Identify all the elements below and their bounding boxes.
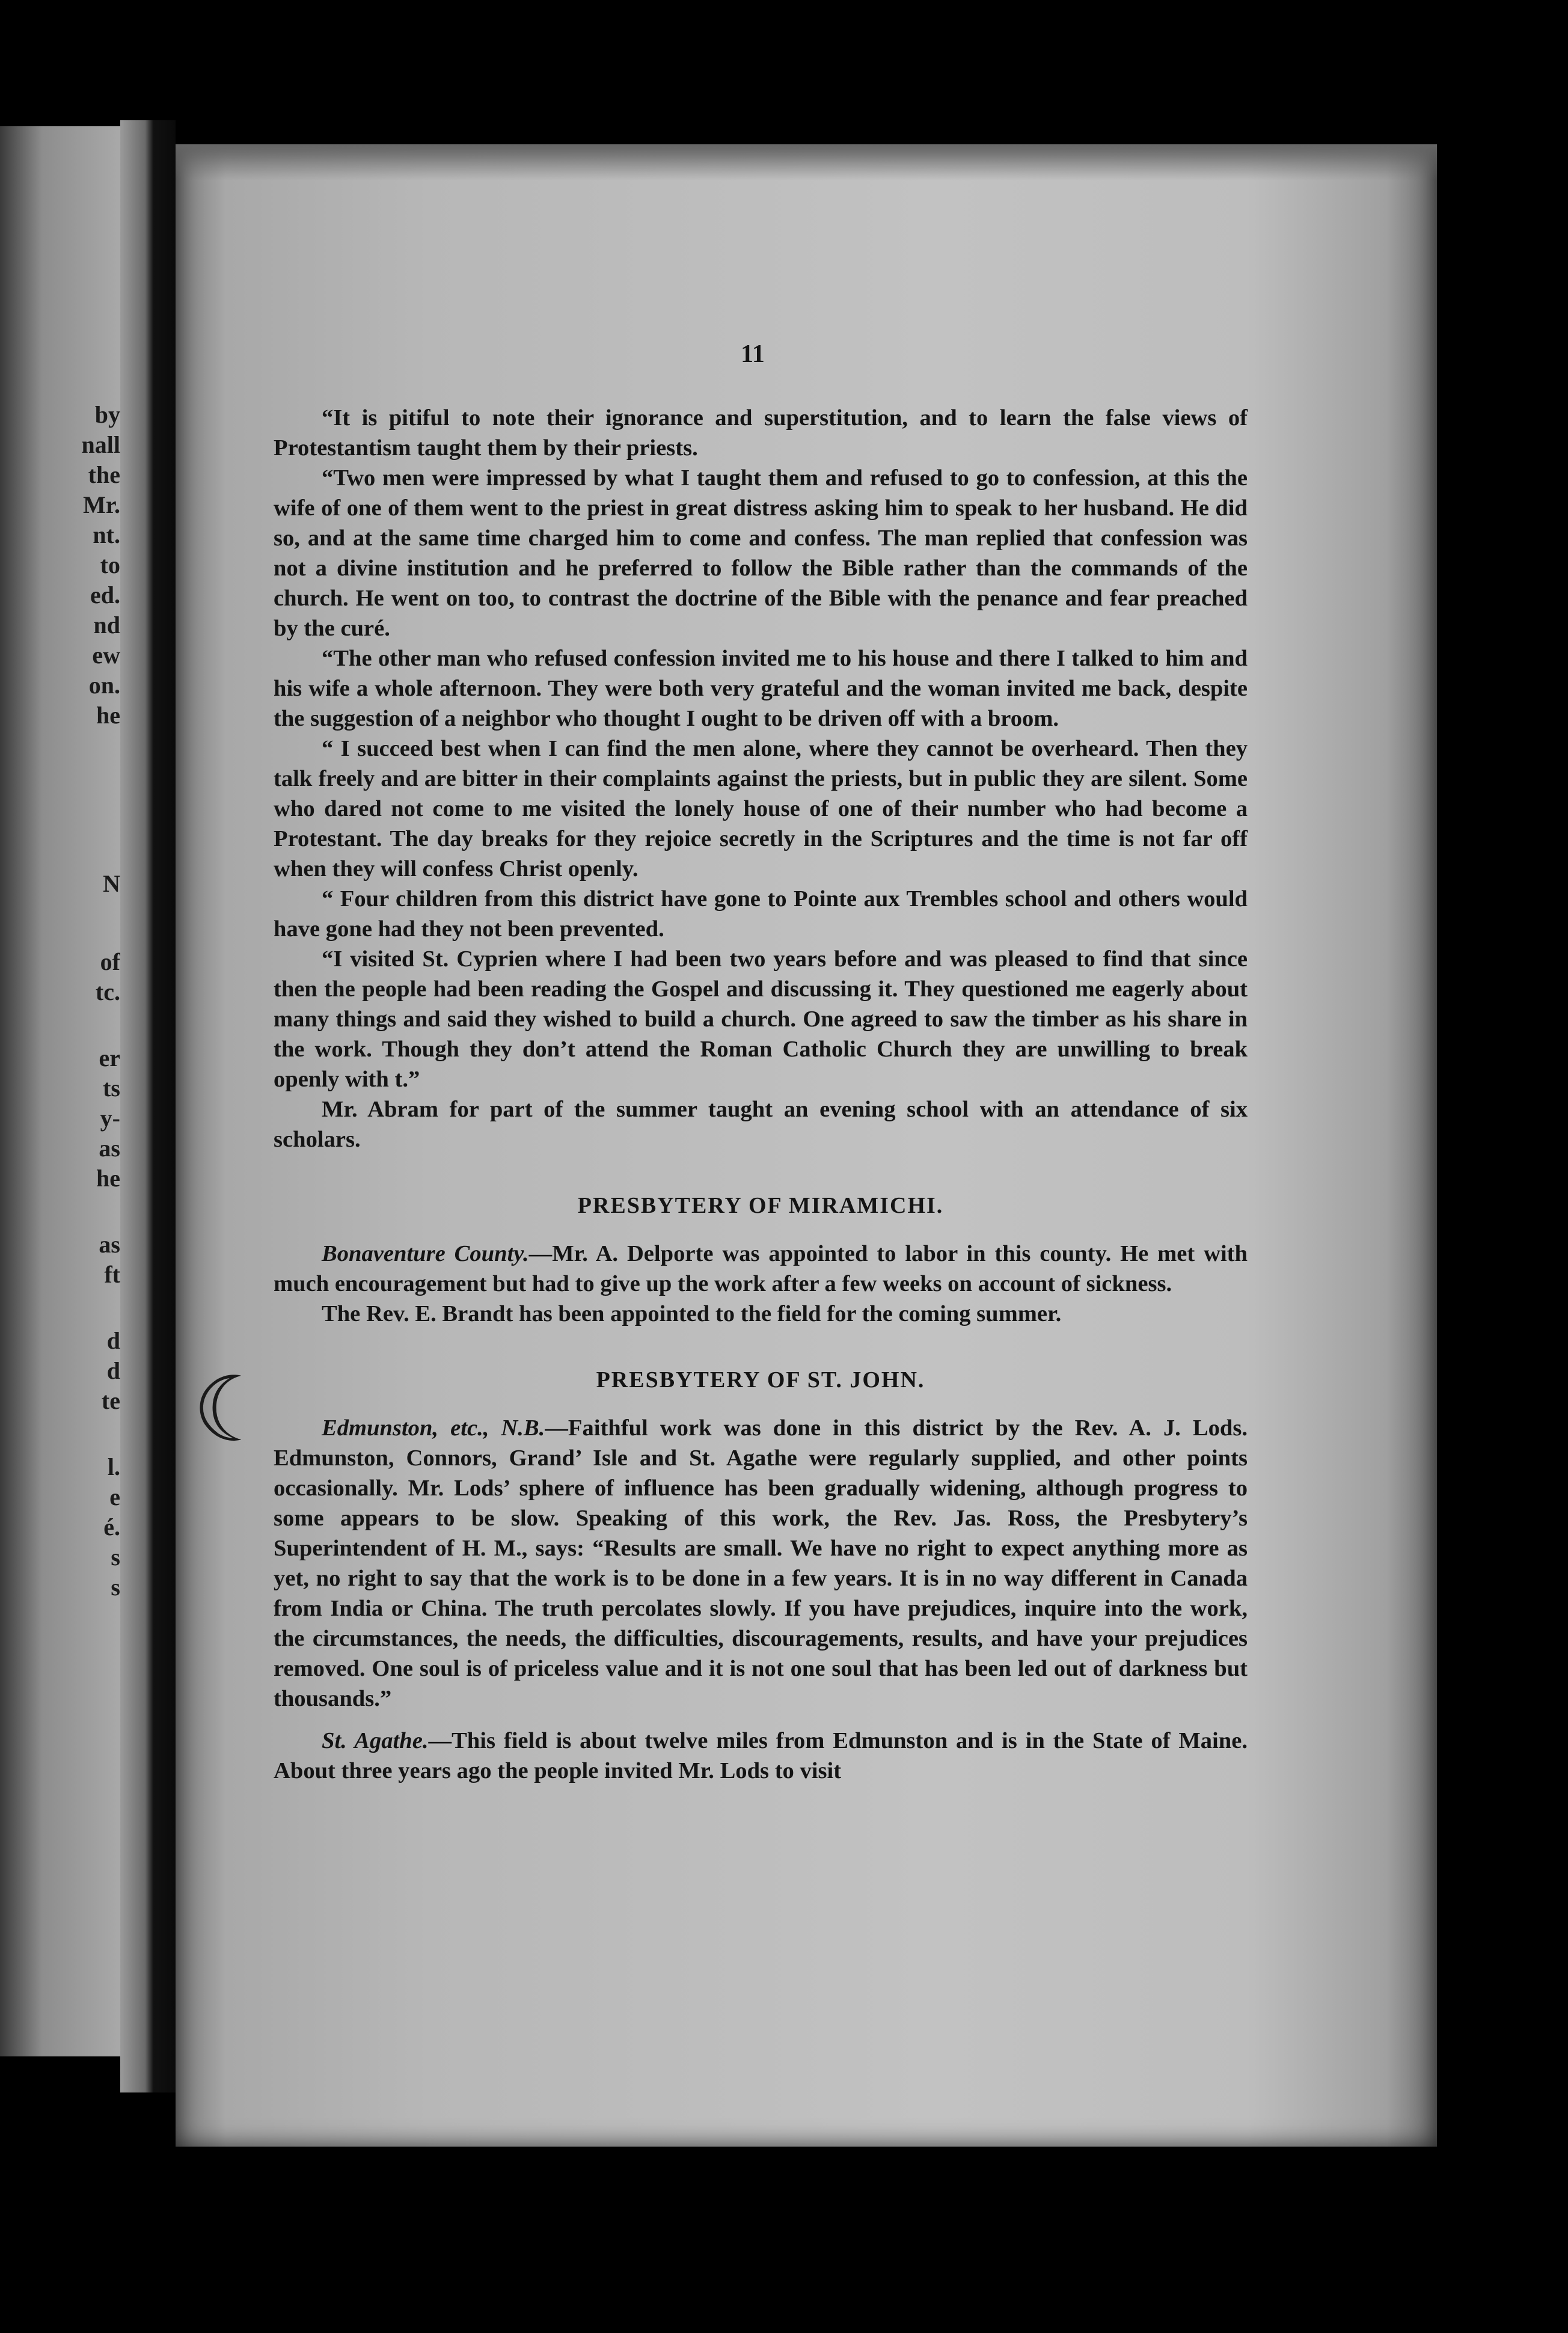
- spacer: [274, 1329, 1248, 1365]
- left-page-fragment: nt.: [93, 521, 120, 548]
- paragraph: “The other man who refused confession invited me to his house and there I talked to him and his wife a whole afternoon. They were both very grateful and the woman invited me back, despite the suggestion of a neighbor who thought I ought to be driven off with a broom.: [274, 646, 1248, 731]
- left-page-fragment: s: [111, 1544, 120, 1571]
- left-page-fragment: d: [106, 1327, 120, 1354]
- left-page-fragment: to: [100, 551, 120, 578]
- paragraph-text: —This field is about twelve miles from Edmunston and is in the State of Maine. About three years ago the people invited Mr. Lods to visit: [274, 1728, 1248, 1783]
- left-page-fragment: e: [109, 1483, 120, 1510]
- body-text: [274, 337, 1248, 1786]
- left-page-fragment: he: [96, 702, 120, 729]
- paragraph: “ I succeed best when I can find the men alone, where they cannot be overheard. Then they talk freely and are bitter in their complaints against the priests, but in public they are silent. Some who dared not come to me visited the lonely house of one of their number who had become a Protestant. The day breaks for they rejoice secretly in the Scriptures and the time is not far off when they will confess Christ openly.: [274, 736, 1248, 881]
- left-page-fragment: ft: [104, 1261, 120, 1288]
- left-page-fragment: y-: [100, 1105, 120, 1132]
- paragraph-bonaventure: [274, 1239, 1248, 1299]
- left-page-fragment: as: [99, 1135, 120, 1162]
- left-page-fragment: tc.: [95, 978, 120, 1005]
- left-page-fragment: s: [111, 1574, 120, 1601]
- section-heading-st-john: PRESBYTERY OF ST. JOHN.: [596, 1367, 925, 1393]
- left-page-fragment: nd: [93, 612, 120, 639]
- left-page-fragment: N: [103, 870, 120, 897]
- paragraph: Mr. Abram for part of the summer taught an evening school with an attendance of six scholars.: [274, 1097, 1248, 1152]
- place-name: Bonaventure County.: [322, 1241, 529, 1266]
- page-number: 11: [741, 340, 765, 368]
- left-page-fragment: é.: [103, 1513, 120, 1541]
- left-page-fragment: Mr.: [83, 491, 120, 518]
- left-page-fragment: by: [94, 401, 120, 428]
- paragraph-st-agathe: [274, 1726, 1248, 1786]
- place-name: Edmunston, etc., N.B.: [322, 1415, 545, 1441]
- paragraph-text: —Faithful work was done in this district by the Rev. A. J. Lods. Edmunston, Connors, Grand’ Isle and St. Agathe were regularly supplied, and other points occasionally. Mr. Lods’ sphere of influence has been gradually widening, although progress to some appears to be slow. Speaking of this work, the Rev. Jas. Ross, the Presbytery’s Superintendent of H. M., says: “Results are small. We have no right to expect anything more as yet, no right to say that the work is to be done in a few years. It is in no way different in Canada from India or China. The truth percolates slowly. If you have prejudices, inquire into the work, the circumstances, the needs, the difficulties, discouragements, results, and have your prejudices removed. One soul is of priceless value and it is not one soul that has been led out of darkness but thousands.”: [274, 1415, 1248, 1711]
- paragraph: “I visited St. Cyprien where I had been two years before and was pleased to find that since then the people had been reading the Gospel and discussing it. They questioned me eagerly about many things and said they wished to build a church. One agreed to saw the timber as his share in the work. Though they don’t attend the Roman Catholic Church they are unwilling to break openly with t.”: [274, 946, 1248, 1092]
- left-facing-page: [0, 126, 120, 2056]
- left-page-fragment: the: [88, 461, 120, 488]
- left-page-fragment: nall: [81, 431, 120, 458]
- paragraph: The Rev. E. Brandt has been appointed to the field for the coming summer.: [322, 1301, 1062, 1326]
- handwritten-annotation-mark: ☾: [192, 1358, 274, 1462]
- left-page-fragment: ew: [92, 642, 120, 669]
- left-page-fragment: d: [106, 1357, 120, 1384]
- spacer: [274, 1395, 1248, 1413]
- left-page-fragment: on.: [88, 672, 120, 699]
- left-page-fragment: ed.: [90, 581, 120, 609]
- paragraph: “Two men were impressed by what I taught them and refused to go to confession, at this the wife of one of them went to the priest in great distress asking him to speak to her husband. He did so, and at the same time charged him to come and confess. The man replied that confession was not a divine institution and he preferred to follow the Bible rather than the commands of the church. He went on too, to contrast the doctrine of the Bible with the penance and fear preached by the curé.: [274, 465, 1248, 641]
- paragraph: “ Four children from this district have gone to Pointe aux Trembles school and others would have gone had they not been prevented.: [274, 886, 1248, 942]
- left-page-text-fragments: [0, 126, 120, 2056]
- section-heading-miramichi: PRESBYTERY OF MIRAMICHI.: [577, 1193, 944, 1218]
- spacer: [274, 1154, 1248, 1191]
- spacer-top: [274, 337, 1248, 403]
- paragraph: “It is pitiful to note their ignorance and superstitution, and to learn the false views of Protestantism taught them by their priests.: [274, 405, 1248, 461]
- page-top-shadow: [176, 144, 1437, 180]
- paragraph-text: —Mr. A. Delporte was appointed to labor in this county. He met with much encouragement but had to give up the work after a few weeks on account of sickness.: [274, 1241, 1248, 1296]
- place-name: St. Agathe.: [322, 1728, 429, 1753]
- left-page-fragment: l.: [107, 1453, 120, 1480]
- book-gutter: [120, 120, 176, 2092]
- left-page-fragment: he: [96, 1165, 120, 1192]
- left-page-fragment: ts: [103, 1075, 120, 1102]
- spacer: [274, 1221, 1248, 1239]
- left-page-fragment: as: [99, 1231, 120, 1258]
- paragraph-edmunston: [274, 1413, 1248, 1714]
- left-page-fragment: te: [101, 1387, 120, 1414]
- spacer: [274, 1714, 1248, 1726]
- left-page-fragment: er: [99, 1044, 120, 1071]
- left-page-fragment: of: [100, 948, 120, 975]
